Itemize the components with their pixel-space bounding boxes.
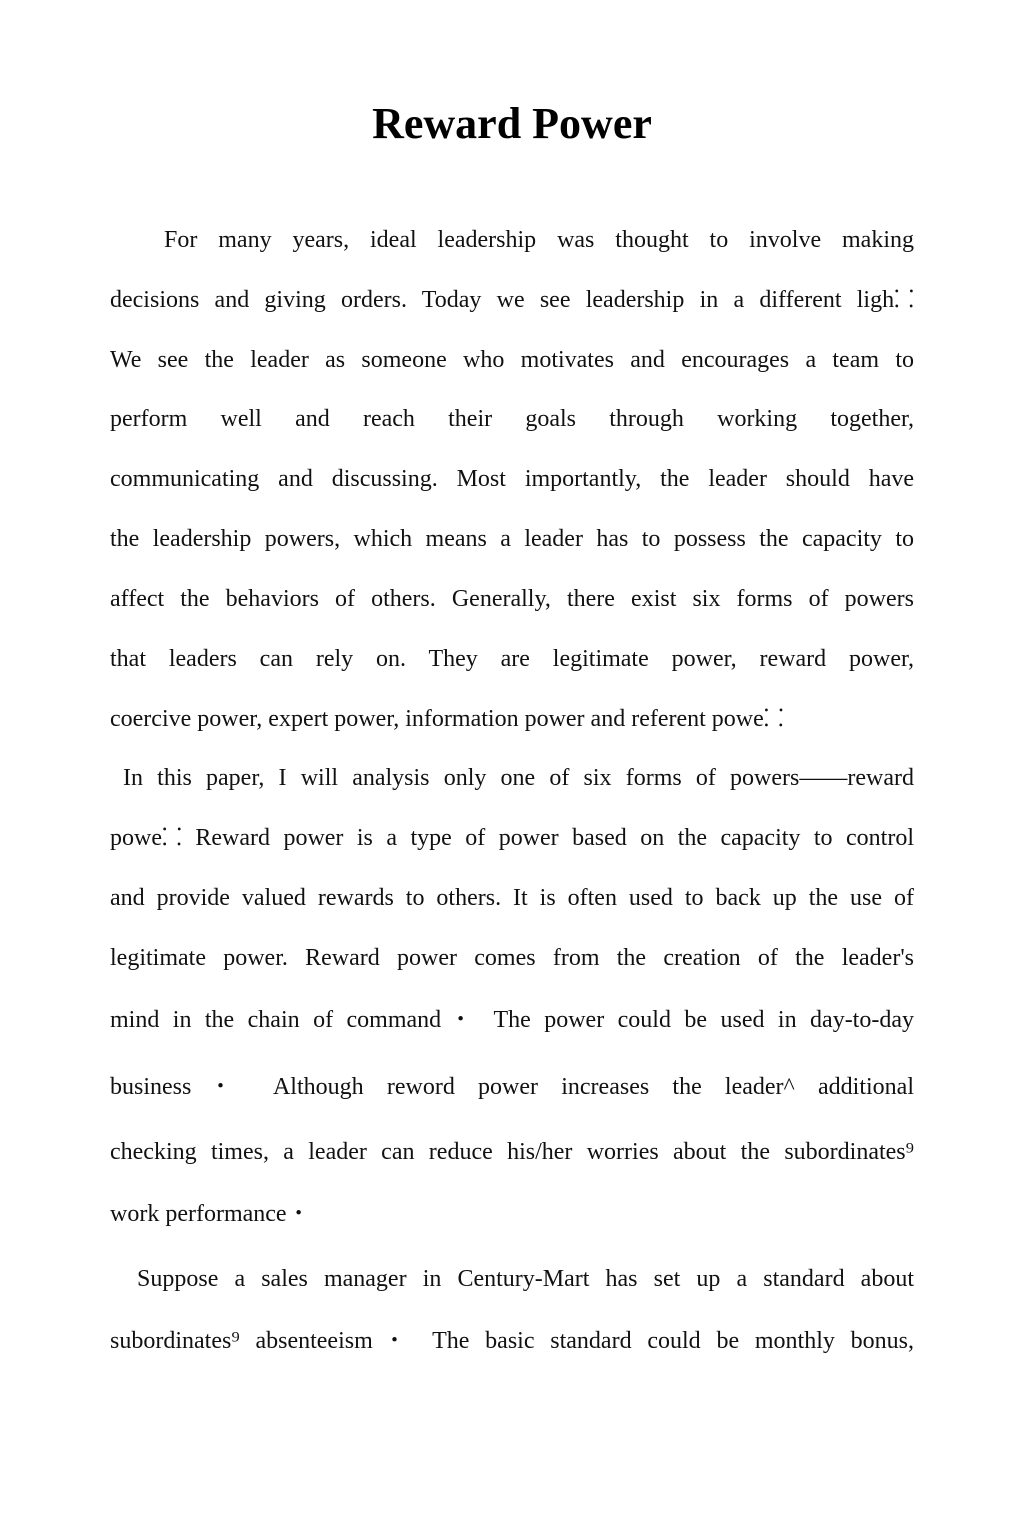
paragraph-line: perform well and reach their goals through working together,: [110, 406, 914, 432]
paragraph-line: For many years, ideal leadership was thought to involve making: [164, 227, 914, 253]
paragraph-line: Suppose a sales manager in Century-Mart has set up a standard about: [137, 1266, 914, 1292]
paragraph-line: subordinates⁹ absenteeism・ The basic standard could be monthly bonus,: [110, 1328, 914, 1354]
document-title: Reward Power: [372, 99, 652, 148]
paragraph-line: We see the leader as someone who motivates and encourages a team to: [110, 347, 914, 373]
paragraph-line: affect the behaviors of others. Generally, there exist six forms of powers: [110, 586, 914, 612]
paragraph-line: decisions and giving orders. Today we see leadership in a different ligh⸬: [110, 287, 914, 313]
paragraph-line: work performance・: [110, 1201, 311, 1227]
paragraph-line: In this paper, I will analysis only one of six forms of powers——reward: [123, 765, 914, 791]
paragraph-line: mind in the chain of command・ The power could be used in day-to-day: [110, 1007, 914, 1033]
paragraph-line: and provide valued rewards to others. It is often used to back up the use of: [110, 885, 914, 911]
paragraph-line: business・ Although reword power increases the leader^ additional: [110, 1074, 914, 1100]
paragraph-line: powe⸬ Reward power is a type of power based on the capacity to control: [110, 825, 914, 851]
paragraph-line: the leadership powers, which means a leader has to possess the capacity to: [110, 526, 914, 552]
paragraph-line: legitimate power. Reward power comes from the creation of the leader's: [110, 945, 914, 971]
paragraph-line: communicating and discussing. Most importantly, the leader should have: [110, 466, 914, 492]
paragraph-line: that leaders can rely on. They are legitimate power, reward power,: [110, 646, 914, 672]
paragraph-line: coercive power, expert power, information power and referent powe⸬: [110, 706, 784, 732]
paragraph-line: checking times, a leader can reduce his/her worries about the subordinates⁹: [110, 1139, 914, 1165]
